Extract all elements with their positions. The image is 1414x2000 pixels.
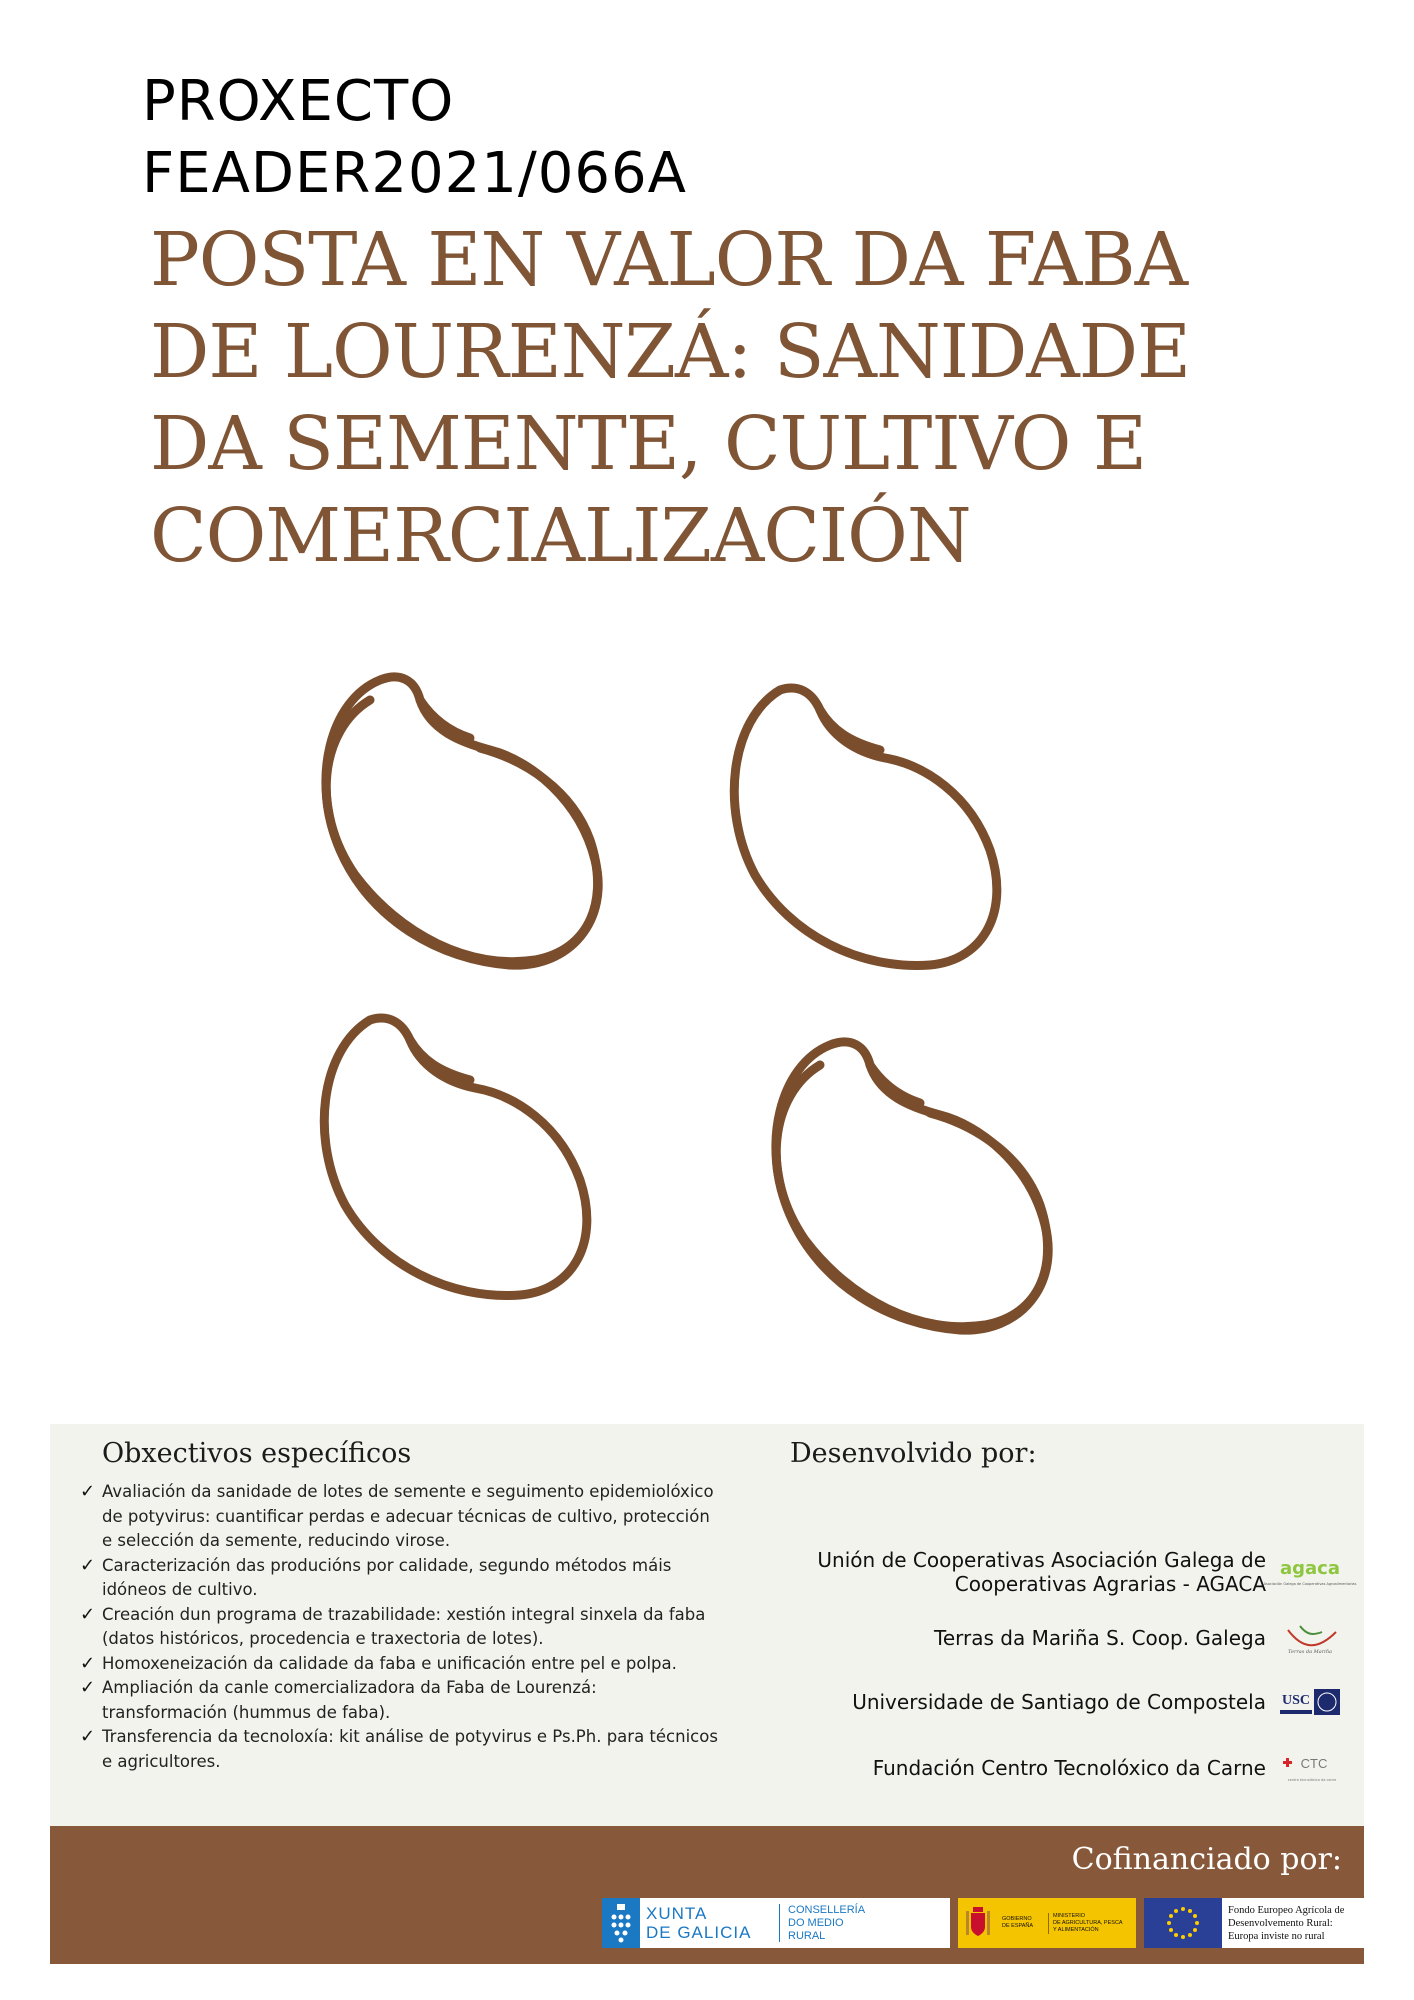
partner-usc xyxy=(682,1684,1342,1720)
project-code xyxy=(142,66,1042,210)
agaca-logo xyxy=(1263,1554,1357,1590)
bean-illustration xyxy=(290,640,1140,1340)
cofinanced-title: Cofinanciado por: xyxy=(1071,1842,1342,1877)
conselleria-text: CONSELLERÍA DO MEDIO RURAL xyxy=(788,1903,866,1942)
gobierno-text: GOBIERNO DE ESPAÑA xyxy=(1002,1916,1034,1929)
partner-agaca xyxy=(722,1548,1357,1596)
info-panel xyxy=(50,1424,1364,1826)
list-item: ✓ Avaliación da sanidade de lotes de semente e seguimento epidemiolóxico de potyvirus: cuantificar perdas e adecuar técnicas de cultivo, protección e selección da semente, reducindo virose. xyxy=(80,1481,714,1550)
xunta-emblem-icon xyxy=(602,1898,640,1948)
bean-outline-icon xyxy=(324,1018,587,1295)
xunta-galicia-logo xyxy=(602,1898,950,1948)
cofinanced-footer xyxy=(50,1826,1364,1964)
svg-text:centro tecnolóxico da carne: centro tecnolóxico da carne xyxy=(1287,1778,1337,1782)
usc-logo xyxy=(1278,1684,1342,1720)
svg-text:agaca: agaca xyxy=(1280,1558,1340,1579)
list-item: ✓ Ampliación da canle comercializadora da Faba de Lourenzá: transformación (hummus de faba). xyxy=(80,1677,597,1722)
project-number: FEADER2021/066A xyxy=(142,141,687,206)
spain-coat-of-arms-icon xyxy=(958,1898,998,1948)
partner-name: Unión de Cooperativas Asociación Galega de Cooperativas Agrarias - AGACA xyxy=(817,1548,1266,1596)
ctc-logo xyxy=(1278,1750,1342,1786)
partner-name: Terras da Mariña S. Coop. Galega xyxy=(934,1626,1266,1650)
bean-outline-icon xyxy=(776,1042,1048,1330)
check-icon: ✓ xyxy=(80,1603,96,1625)
bean-outline-icon xyxy=(734,688,997,965)
list-item: ✓ Homoxeneización da calidade da faba e unificación entre pel e polpa. xyxy=(80,1652,720,1677)
check-icon: ✓ xyxy=(80,1481,96,1502)
check-icon: ✓ xyxy=(80,1652,96,1674)
partner-ctc xyxy=(682,1750,1342,1786)
main-title: POSTA EN VALOR DA FABA DE LOURENZÁ: SANIDADE DA SEMENTE, CULTIVO E COMERCIALIZACIÓN xyxy=(150,217,1191,579)
svg-text:Asociación Galega de Cooperati: Asociación Galega de Cooperativas Agroalimentarias xyxy=(1263,1582,1357,1586)
objectives-list xyxy=(80,1480,720,1774)
xunta-text: XUNTA DE GALICIA xyxy=(640,1904,780,1942)
list-item: ✓ Transferencia da tecnoloxía: kit análise de potyvirus e Ps.Ph. para técnicos e agricultores. xyxy=(80,1726,718,1771)
funder-logos xyxy=(602,1898,1345,1948)
feader-text: Fondo Europeo Agrícola de Desenvolvemento Rural: Europa inviste no rural xyxy=(1228,1904,1345,1942)
partner-terras-marina xyxy=(722,1620,1342,1656)
svg-text:CTC: CTC xyxy=(1300,1756,1328,1771)
svg-text:USC: USC xyxy=(1282,1693,1311,1708)
gobierno-espana-logo xyxy=(958,1898,1136,1948)
ministerio-text: MINISTERIO DE AGRICULTURA, PESCA Y ALIMENTACIÓN xyxy=(1048,1913,1127,1934)
list-item: ✓ Caracterización das producións por calidade, segundo métodos máis idóneos de cultivo. xyxy=(80,1554,672,1599)
terras-marina-logo xyxy=(1278,1620,1342,1656)
svg-text:Terras da Mariña: Terras da Mariña xyxy=(1288,1649,1332,1655)
bean-outline-icon xyxy=(326,677,598,965)
check-icon: ✓ xyxy=(80,1677,96,1698)
eu-flag-icon xyxy=(1144,1898,1222,1948)
objectives-title: Obxectivos específicos xyxy=(102,1438,412,1469)
partner-name: Universidade de Santiago de Compostela xyxy=(852,1690,1266,1714)
check-icon: ✓ xyxy=(80,1726,96,1747)
partner-name: Fundación Centro Tecnolóxico da Carne xyxy=(872,1756,1266,1780)
list-item: ✓ Creación dun programa de trazabilidade: xestión integral sinxela da faba (datos históricos, procedencia e traxectoria de lotes). xyxy=(80,1603,706,1648)
check-icon: ✓ xyxy=(80,1554,96,1576)
project-label: PROXECTO xyxy=(142,69,455,134)
feader-logo xyxy=(1144,1898,1368,1948)
developed-by-title: Desenvolvido por: xyxy=(790,1438,1037,1469)
